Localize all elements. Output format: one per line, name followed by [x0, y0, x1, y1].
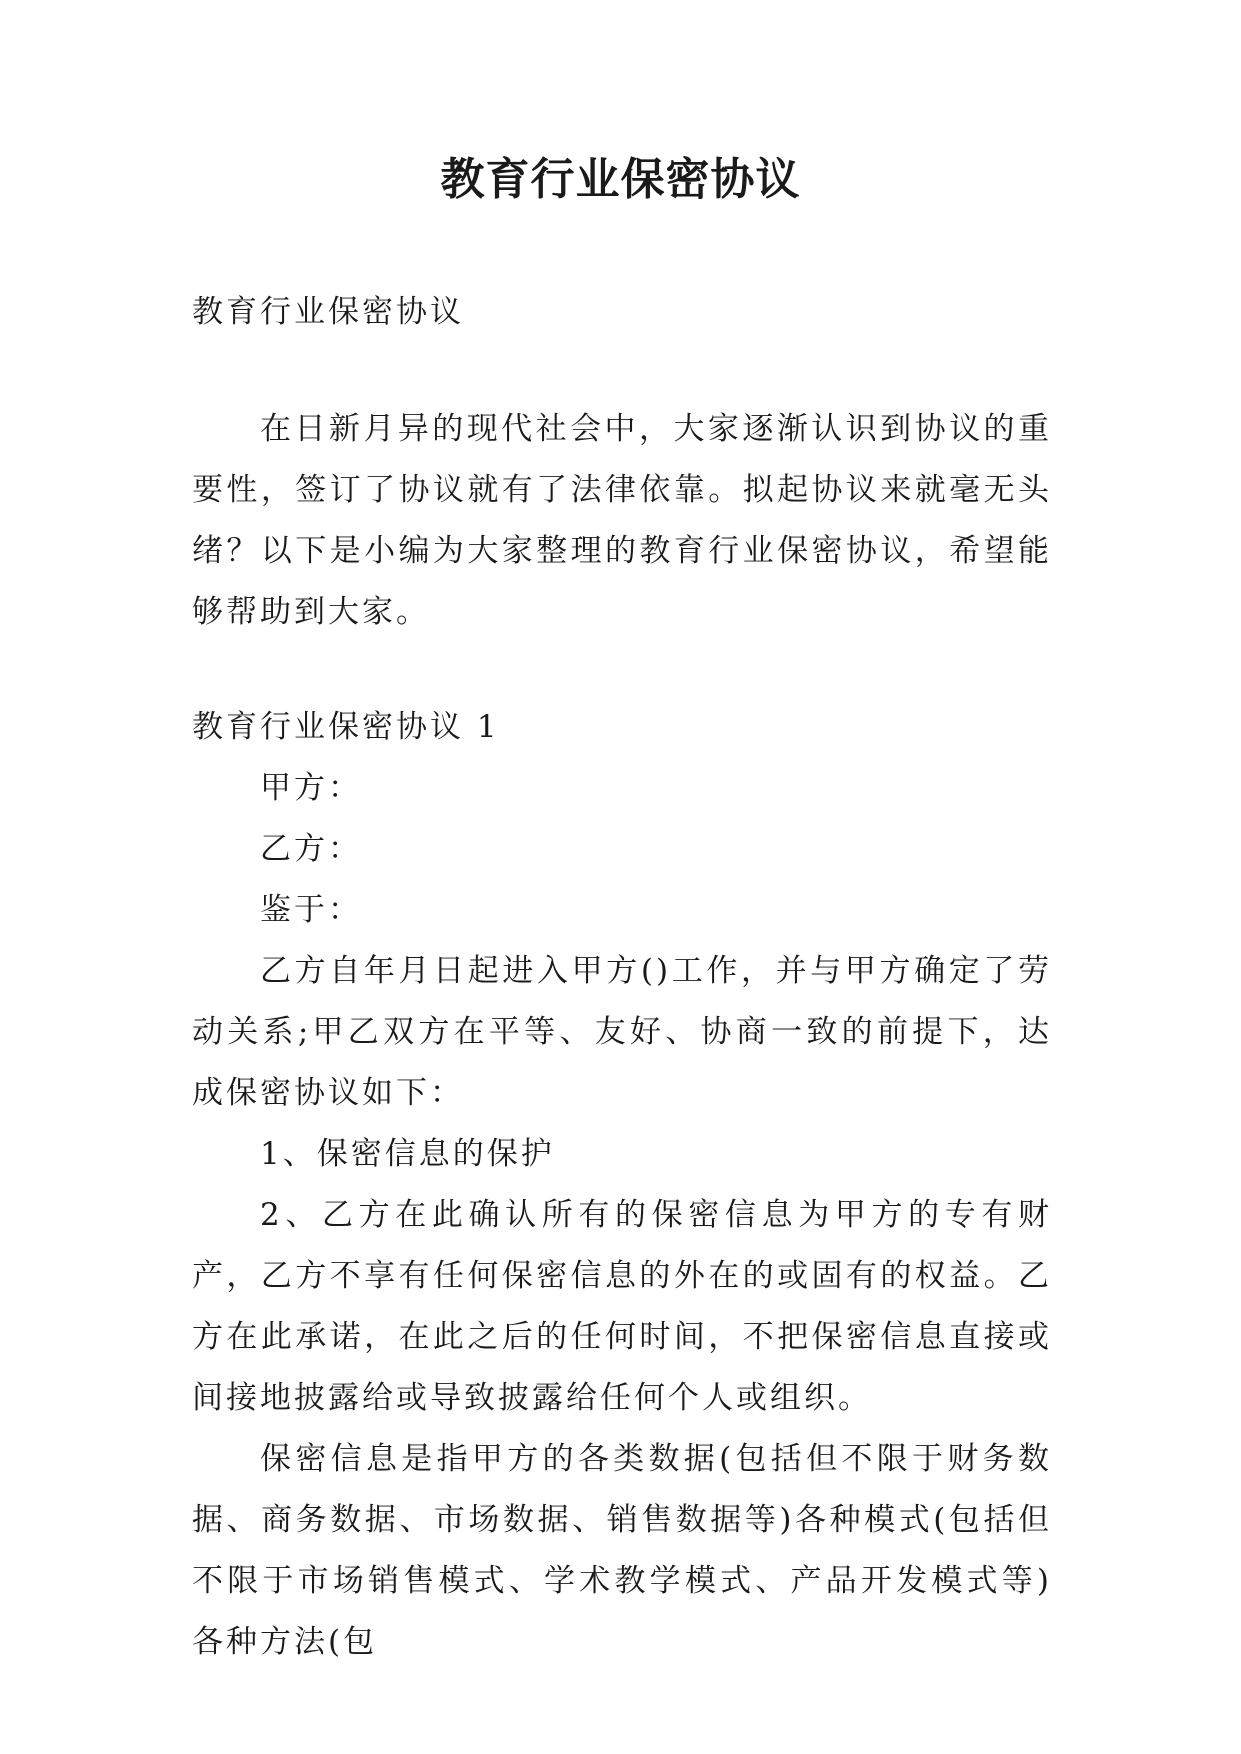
whereas-line: 鉴于： — [260, 892, 362, 928]
employment-paragraph: 乙方自年月日起进入甲方()工作，并与甲方确定了劳动关系;甲乙双方在平等、友好、协商一致的前提下，达成保密协议如下： — [192, 953, 1052, 1111]
intro-paragraph: 在日新月异的现代社会中，大家逐渐认识到协议的重要性，签订了协议就有了法律依靠。拟起协议来就毫无头绪？以下是小编为大家整理的教育行业保密协议，希望能够帮助到大家。 — [192, 411, 1052, 630]
section-heading: 教育行业保密协议 1 — [192, 709, 500, 745]
document-subtitle: 教育行业保密协议 — [192, 294, 464, 330]
document-title: 教育行业保密协议 — [440, 154, 801, 205]
clause-1: 1、保密信息的保护 — [260, 1136, 555, 1172]
party-a-line: 甲方： — [260, 770, 362, 806]
clause-2: 2、乙方在此确认所有的保密信息为甲方的专有财产，乙方不享有任何保密信息的外在的或固有的权益。乙方在此承诺，在此之后的任何时间，不把保密信息直接或间接地披露给或导致披露给任何个人或组织。 — [192, 1197, 1052, 1416]
document-body — [192, 282, 1052, 1673]
definition-paragraph: 保密信息是指甲方的各类数据(包括但不限于财务数据、商务数据、市场数据、销售数据等)各种模式(包括但不限于市场销售模式、学术教学模式、产品开发模式等)各种方法(包 — [192, 1441, 1052, 1660]
party-b-line: 乙方： — [260, 831, 362, 867]
